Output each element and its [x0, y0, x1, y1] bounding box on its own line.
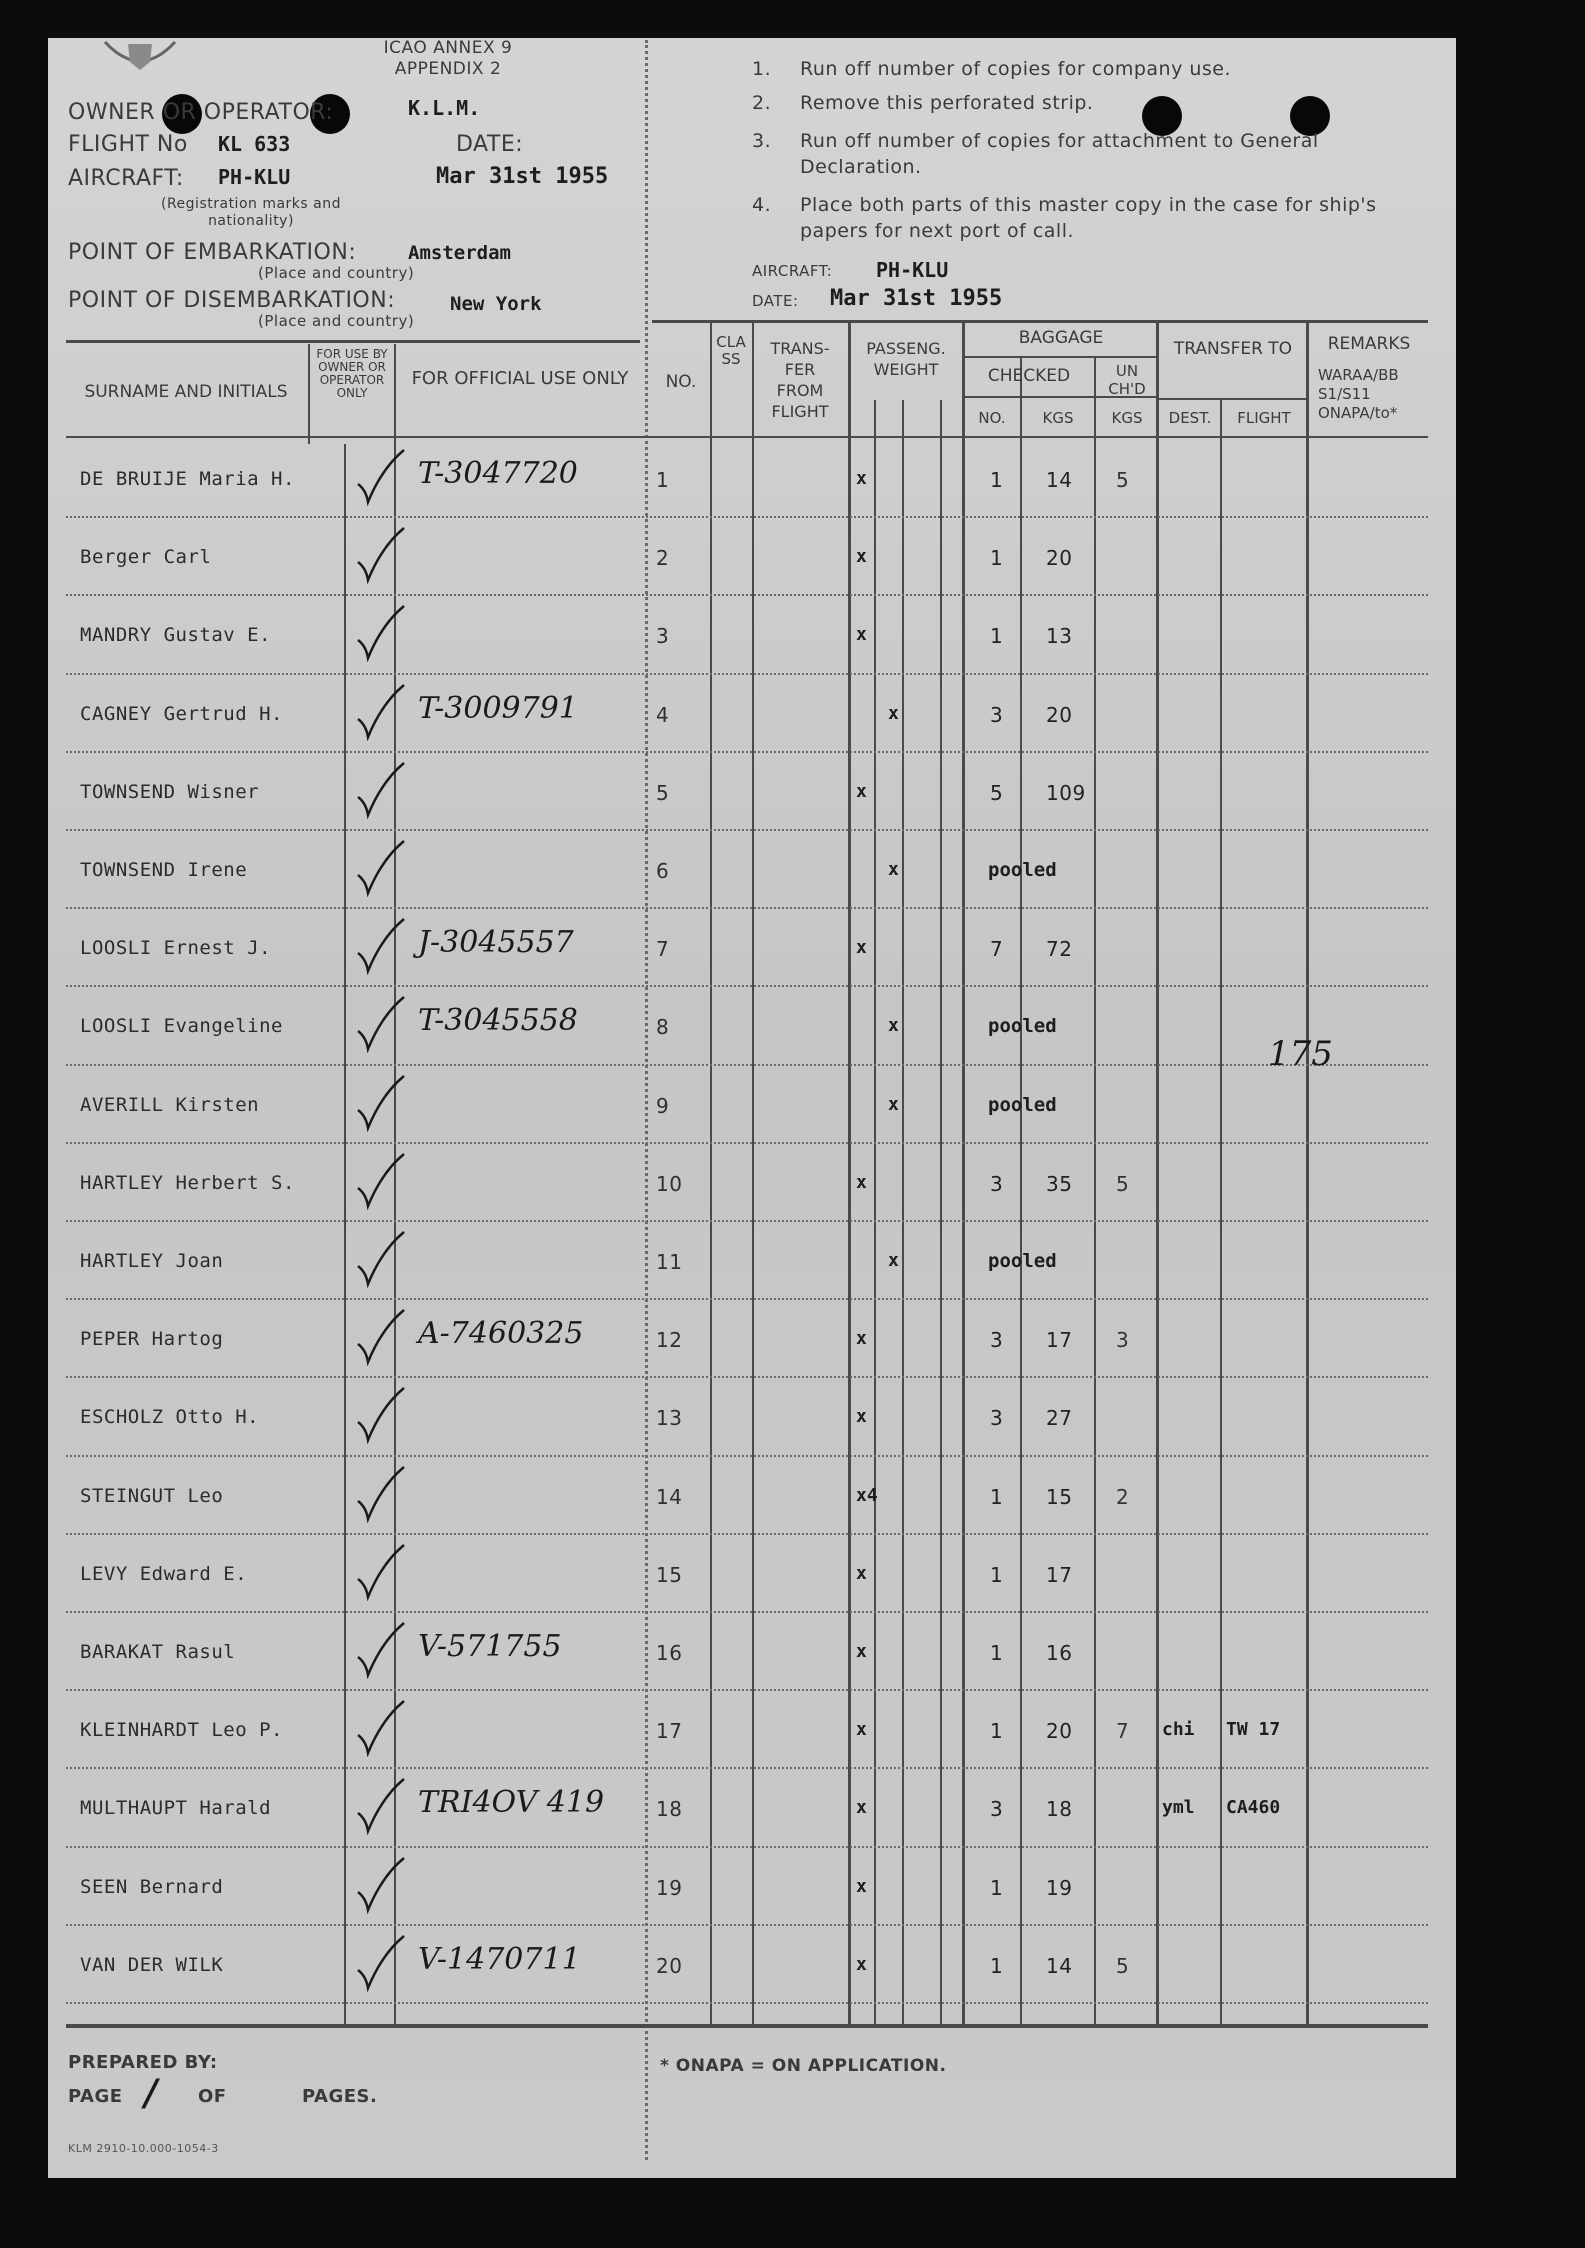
row-number: 2 [656, 546, 670, 571]
check-mark-icon [352, 1072, 412, 1132]
registration-note: (Registration marks and nationality) [161, 196, 341, 229]
weight-mark: x [856, 937, 867, 959]
unchecked-kgs: 2 [1116, 1484, 1130, 1509]
unchecked-kgs: 7 [1116, 1719, 1130, 1744]
baggage-kgs: 14 [1046, 1953, 1073, 1978]
weight-mark: x [856, 1953, 867, 1975]
unchecked-kgs: 5 [1116, 468, 1130, 492]
embarkation-note: (Place and country) [258, 264, 415, 282]
row-rule [66, 1846, 1428, 1848]
header-passeng-weight: PASSENG. WEIGHT [866, 339, 946, 379]
official-doc-number: V-571755 [418, 1629, 562, 1664]
instructions-list [752, 56, 1392, 256]
baggage-count: 3 [990, 1797, 1004, 1822]
row-number: 13 [656, 1406, 683, 1431]
baggage-kgs: 20 [1046, 546, 1073, 571]
row-number: 16 [656, 1641, 683, 1665]
check-mark-icon [352, 1541, 412, 1601]
table-row [0, 989, 1585, 1067]
baggage-count: 1 [990, 1562, 1004, 1587]
header-no: NO. [665, 372, 697, 392]
instruction-item: 1. Run off number of copies for company use. [752, 58, 1232, 80]
table-row [0, 520, 1585, 598]
baggage-pooled: pooled [988, 1093, 1057, 1116]
rule [66, 340, 640, 343]
header-bag-no: NO. [978, 409, 1006, 427]
weight-mark: x [856, 1406, 867, 1428]
baggage-count: 1 [990, 624, 1004, 649]
row-number: 3 [656, 624, 670, 649]
check-mark-icon [352, 1306, 412, 1366]
check-mark-icon [352, 602, 412, 662]
strip-aircraft-value: PH-KLU [876, 258, 949, 282]
transfer-flight: CA460 [1226, 1797, 1281, 1819]
check-mark-icon [352, 681, 412, 741]
check-mark-icon [352, 837, 412, 897]
row-number: 8 [656, 1015, 670, 1040]
passenger-name: AVERILL Kirsten [80, 1093, 260, 1116]
header-transfer-to: TRANSFER TO [1173, 339, 1293, 359]
table-row [0, 1459, 1585, 1537]
embarkation-value: Amsterdam [408, 242, 511, 264]
row-rule [66, 594, 1428, 596]
passenger-name: MULTHAUPT Harald [80, 1797, 272, 1820]
header-flight: FLIGHT [1237, 409, 1291, 427]
page-value: / [144, 2072, 158, 2114]
header-checked: CHECKED [987, 366, 1071, 386]
row-rule [66, 1767, 1428, 1769]
check-mark-icon [352, 1228, 412, 1288]
official-doc-number: V-1470711 [418, 1941, 581, 1977]
weight-mark: x [856, 1641, 867, 1662]
row-number: 9 [656, 1093, 670, 1118]
passenger-name: TOWNSEND Wisner [80, 780, 260, 803]
table-row [0, 1068, 1585, 1146]
weight-mark: x [888, 1250, 899, 1271]
row-rule [66, 829, 1428, 831]
passenger-name: CAGNEY Gertrud H. [80, 702, 283, 725]
row-number: 5 [656, 780, 670, 805]
baggage-kgs: 27 [1046, 1406, 1073, 1431]
header-unchd: UN CH'D [1108, 362, 1146, 398]
table-row [0, 1928, 1585, 2006]
check-mark-icon [352, 759, 412, 819]
row-number: 11 [656, 1250, 683, 1274]
prepared-by-label: PREPARED BY: [68, 2052, 218, 2073]
row-rule [66, 1455, 1428, 1457]
baggage-kgs: 17 [1046, 1562, 1073, 1587]
official-doc-number: TRI4OV 419 [418, 1785, 605, 1821]
official-doc-number: T-3045558 [418, 1003, 578, 1039]
row-number: 15 [656, 1562, 683, 1587]
passenger-name: TOWNSEND Irene [80, 859, 248, 881]
weight-mark: x [888, 859, 899, 880]
owner-label: OWNER OR OPERATOR: [68, 100, 334, 125]
header-bag-kgs: KGS [1042, 409, 1074, 427]
row-number: 10 [656, 1171, 683, 1196]
table-row [0, 1302, 1585, 1380]
table-row [0, 833, 1585, 911]
weight-mark: x [856, 1719, 867, 1741]
row-rule [66, 1689, 1428, 1691]
disembarkation-value: New York [450, 293, 542, 315]
icao-emblem-icon [100, 40, 180, 74]
passenger-name: LOOSLI Evangeline [80, 1015, 283, 1038]
rule [66, 436, 1428, 438]
baggage-count: 3 [990, 1171, 1004, 1196]
header-for-use: FOR USE BY OWNER OR OPERATOR ONLY [316, 347, 388, 400]
passenger-name: LOOSLI Ernest J. [80, 937, 272, 960]
table-row [0, 1615, 1585, 1693]
baggage-count: 1 [990, 468, 1004, 492]
check-mark-icon [352, 1384, 412, 1444]
table-row [0, 1224, 1585, 1302]
passenger-name: ESCHOLZ Otto H. [80, 1406, 260, 1429]
baggage-count: 7 [990, 937, 1004, 962]
baggage-kgs: 109 [1046, 780, 1086, 805]
passenger-name: SEEN Bernard [80, 1875, 224, 1898]
row-rule [66, 907, 1428, 909]
weight-mark: x4 [856, 1484, 878, 1506]
baggage-kgs: 19 [1046, 1875, 1073, 1900]
table-row [0, 677, 1585, 755]
instruction-item: 4. Place both parts of this master copy in the case for ship's papers for next port of call. [752, 194, 1377, 242]
passenger-name: STEINGUT Leo [80, 1484, 224, 1507]
check-mark-icon [352, 1697, 412, 1757]
check-mark-icon [352, 1463, 412, 1523]
table-row [0, 1146, 1585, 1224]
header-official: FOR OFFICIAL USE ONLY [411, 368, 629, 389]
weight-mark: x [856, 468, 867, 489]
row-rule [66, 1220, 1428, 1222]
annex-label: ICAO ANNEX 9 [383, 38, 513, 58]
instruction-item: 3. Run off number of copies for attachment to General Declaration. [752, 130, 1319, 178]
header-surname: SURNAME AND INITIALS [84, 382, 288, 402]
flight-value: KL 633 [218, 132, 291, 156]
weight-mark: x [888, 1015, 899, 1037]
transfer-flight: TW 17 [1226, 1719, 1281, 1741]
table-row [0, 755, 1585, 833]
baggage-count: 1 [990, 1641, 1004, 1665]
baggage-kgs: 13 [1046, 624, 1073, 649]
passenger-name: KLEINHARDT Leo P. [80, 1719, 283, 1742]
header-transfer-from: TRANS-FER FROM FLIGHT [770, 339, 830, 421]
row-number: 6 [656, 859, 670, 883]
strip-aircraft-label: AIRCRAFT: [752, 262, 833, 280]
baggage-kgs: 18 [1046, 1797, 1073, 1822]
check-mark-icon [352, 993, 412, 1053]
passenger-name: BARAKAT Rasul [80, 1641, 236, 1663]
instruction-item: 2. Remove this perforated strip. [752, 92, 1094, 114]
passenger-name: VAN DER WILK [80, 1953, 224, 1976]
row-rule [66, 1064, 1428, 1066]
of-label: OF [198, 2086, 227, 2107]
baggage-count: 1 [990, 1484, 1004, 1509]
check-mark-icon [352, 1150, 412, 1210]
unchecked-kgs: 5 [1116, 1953, 1130, 1978]
row-number: 17 [656, 1719, 683, 1744]
table-row [0, 598, 1585, 676]
strip-date-value: Mar 31st 1955 [830, 286, 1003, 311]
row-rule [66, 985, 1428, 987]
date-label: DATE: [456, 132, 524, 157]
passenger-name: HARTLEY Herbert S. [80, 1171, 295, 1194]
flight-label: FLIGHT No [68, 132, 188, 157]
baggage-count: 3 [990, 1328, 1004, 1353]
disembarkation-note: (Place and country) [258, 312, 415, 330]
weight-mark: x [856, 1171, 867, 1193]
header-remarks-sub: WARAA/BB S1/S11 ONAPA/to* [1318, 366, 1399, 422]
baggage-count: 1 [990, 1875, 1004, 1900]
check-mark-icon [352, 1854, 412, 1914]
transfer-destination: yml [1162, 1797, 1195, 1819]
baggage-kgs: 16 [1046, 1641, 1073, 1665]
baggage-pooled: pooled [988, 859, 1057, 881]
row-rule [66, 1142, 1428, 1144]
row-rule [66, 1924, 1428, 1926]
table-row [0, 1771, 1585, 1849]
table-row [0, 1537, 1585, 1615]
baggage-pooled: pooled [988, 1015, 1057, 1038]
check-mark-icon [352, 1619, 412, 1679]
disembarkation-label: POINT OF DISEMBARKATION: [68, 288, 396, 313]
weight-mark: x [856, 780, 867, 802]
table-row [0, 1850, 1585, 1928]
weight-mark: x [856, 1875, 867, 1897]
table-row [0, 1380, 1585, 1458]
check-mark-icon [352, 524, 412, 584]
row-rule [66, 751, 1428, 753]
aircraft-label: AIRCRAFT: [68, 166, 184, 191]
official-doc-number: T-3047720 [418, 456, 578, 491]
baggage-kgs: 14 [1046, 468, 1073, 492]
row-number: 12 [656, 1328, 683, 1353]
header-dest: DEST. [1168, 409, 1212, 427]
check-mark-icon [352, 446, 412, 506]
header-baggage: BAGGAGE [1018, 328, 1104, 348]
baggage-count: 1 [990, 1719, 1004, 1744]
baggage-kgs: 20 [1046, 702, 1073, 727]
passenger-name: LEVY Edward E. [80, 1562, 248, 1585]
appendix-label: APPENDIX 2 [394, 59, 502, 79]
table-row [0, 911, 1585, 989]
baggage-count: 3 [990, 702, 1004, 727]
baggage-count: 5 [990, 780, 1004, 805]
header-class: CLASS [716, 333, 746, 368]
row-rule [66, 1611, 1428, 1613]
weight-mark: x [888, 702, 899, 724]
baggage-count: 1 [990, 1953, 1004, 1978]
rule [652, 320, 1428, 323]
weight-mark: x [856, 1797, 867, 1819]
passenger-name: MANDRY Gustav E. [80, 624, 272, 647]
table-row [0, 442, 1585, 520]
baggage-kgs: 20 [1046, 1719, 1073, 1744]
pages-label: PAGES. [302, 2086, 378, 2107]
baggage-kgs: 72 [1046, 937, 1073, 962]
owner-value: K.L.M. [408, 96, 481, 120]
weight-mark: x [856, 546, 867, 568]
onapa-note: * ONAPA = ON APPLICATION. [660, 2056, 947, 2076]
row-rule [66, 1298, 1428, 1300]
transfer-destination: chi [1162, 1719, 1195, 1741]
baggage-count: 1 [990, 546, 1004, 571]
row-rule [66, 673, 1428, 675]
passenger-name: DE BRUIJE Maria H. [80, 468, 295, 490]
rule [66, 2024, 1428, 2028]
row-rule [66, 1376, 1428, 1378]
official-doc-number: A-7460325 [418, 1316, 584, 1352]
print-code: KLM 2910-10.000-1054-3 [68, 2142, 219, 2155]
page-label: PAGE [68, 2086, 123, 2107]
row-number: 14 [656, 1484, 683, 1509]
rule [964, 356, 1158, 358]
check-mark-icon [352, 915, 412, 975]
unchecked-kgs: 5 [1116, 1171, 1130, 1196]
unchecked-kgs: 3 [1116, 1328, 1130, 1353]
row-rule [66, 1533, 1428, 1535]
weight-mark: x [856, 624, 867, 646]
row-rule [66, 516, 1428, 518]
header-remarks: REMARKS [1327, 334, 1411, 354]
date-value: Mar 31st 1955 [436, 164, 609, 189]
passenger-name: HARTLEY Joan [80, 1250, 224, 1272]
baggage-kgs: 17 [1046, 1328, 1073, 1353]
check-mark-icon [352, 1775, 412, 1835]
row-number: 20 [656, 1953, 683, 1978]
baggage-kgs: 15 [1046, 1484, 1073, 1509]
weight-mark: x [888, 1093, 899, 1115]
row-rule [66, 2002, 1428, 2004]
row-number: 1 [656, 468, 670, 492]
embarkation-label: POINT OF EMBARKATION: [68, 240, 357, 265]
margin-note: 175 [1268, 1034, 1333, 1074]
baggage-count: 3 [990, 1406, 1004, 1431]
passenger-name: PEPER Hartog [80, 1328, 224, 1351]
row-number: 18 [656, 1797, 683, 1822]
table-row [0, 1693, 1585, 1771]
baggage-pooled: pooled [988, 1250, 1057, 1272]
row-number: 19 [656, 1875, 683, 1900]
baggage-kgs: 35 [1046, 1171, 1073, 1196]
row-number: 7 [656, 937, 670, 962]
weight-mark: x [856, 1562, 867, 1584]
aircraft-value: PH-KLU [218, 165, 291, 189]
weight-mark: x [856, 1328, 867, 1350]
official-doc-number: T-3009791 [418, 690, 578, 726]
header-unchd-kgs: KGS [1111, 409, 1143, 427]
passenger-name: Berger Carl [80, 546, 212, 569]
row-number: 4 [656, 702, 670, 727]
strip-date-label: DATE: [752, 292, 799, 310]
check-mark-icon [352, 1932, 412, 1992]
rule [1158, 398, 1308, 400]
official-doc-number: J-3045557 [418, 925, 574, 961]
